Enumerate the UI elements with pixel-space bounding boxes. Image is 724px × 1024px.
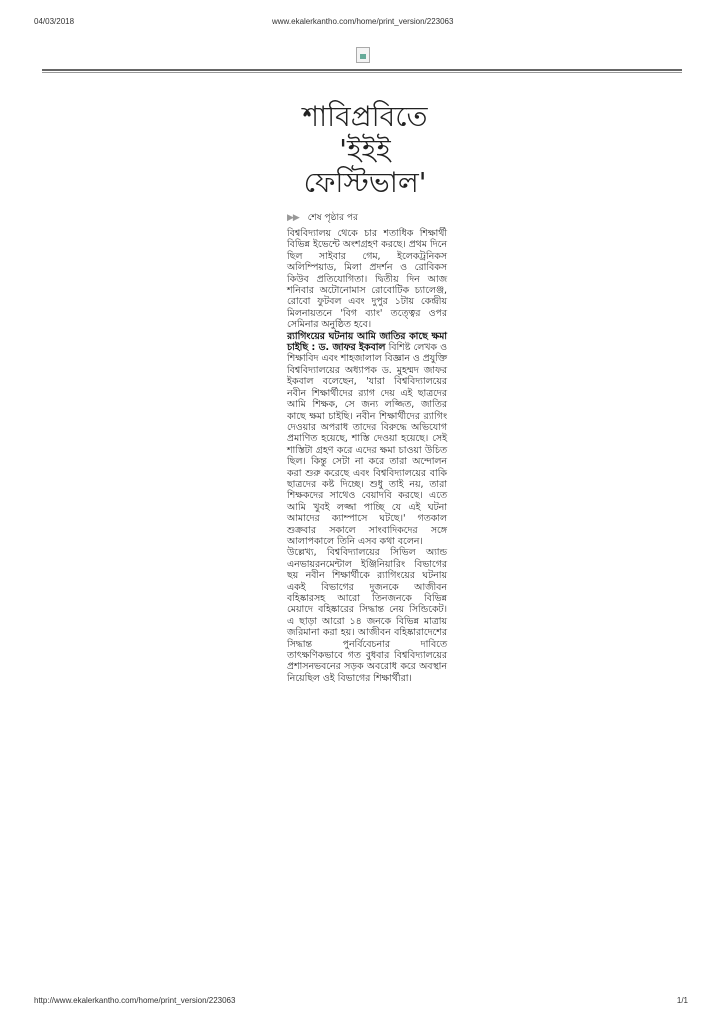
subhead: র‍্যাগিংয়ের ঘটনায় আমি জাতির কাছে ক্ষমা চাইছি : ড. জাফর ইকবাল bbox=[287, 330, 447, 354]
double-arrow-icon: ▶▶ bbox=[287, 213, 299, 223]
paragraph bbox=[287, 331, 447, 548]
continued-from bbox=[287, 210, 358, 225]
paragraph-text: বিশিষ্ট লেখক ও শিক্ষাবিদ এবং শাহজালাল বিজ্ঞান ও প্রযুক্তি বিশ্ববিদ্যালয়ের অধ্যাপক ড. মুহম্মদ জাফর ইকবাল বলেছেন, 'যারা বিশ্ববিদ্যালয়ের নবীন শিক্ষার্থীদের র‍্যাগ দেয় এই ছাত্রদের আমি শিক্ষক, সে জন্য লজ্জিত, জাতির কাছে ক্ষমা চাইছি। নবীন শিক্ষার্থীদের র‍্যাগিং দেওয়ার অপরাধ তাদের বিরুদ্ধে অভিযোগ প্রমাণিত হয়েছে, শাস্তি দেওয়া হয়েছে। সেই শাস্তিটা গ্রহণ করে এদের ক্ষমা চাওয়া উচিত ছিল। কিন্তু সেটা না করে তারা অন্দোলন করা শুরু করেছে এবং বিশ্ববিদ্যালয়ের বাকি ছাত্রদের কষ্ট দিচ্ছে। শুধু তাই নয়, তারা শিক্ষকদের সাথেও বেয়াদবি করছে। এতে আমি খুবই লজ্জা পাচ্ছি যে এই ঘটনা আমাদের ক্যাম্পাসে ঘটছে।' গতকাল শুক্রবার সকালে সাংবাদিকদের সঙ্গে আলাপকালে তিনি এসব কথা বলেন। bbox=[287, 342, 447, 547]
footer-url: http://www.ekalerkantho.com/home/print_version/223063 bbox=[34, 996, 236, 1005]
broken-image-icon bbox=[356, 47, 370, 63]
article-title bbox=[270, 100, 460, 199]
title-line: শাবিপ্রবিতে bbox=[302, 100, 428, 133]
title-line: ফেস্টিভাল' bbox=[303, 166, 427, 199]
paragraph: উল্লেখ্য, বিশ্ববিদ্যালয়ের সিভিল অ্যান্ড এনভায়রনমেন্টাল ইঞ্জিনিয়ারিং বিভাগের ছয় নবীন শিক্ষার্থীকে র‍্যাগিংয়ের ঘটনায় একই বিভাগের দুজনকে আজীবন বহিষ্কারসহ আরো তিনজনকে বিভিন্ন মেয়াদে বহিষ্কারের সিদ্ধান্ত নেয় সিন্ডিকেট। এ ছাড়া আরো ১৪ জনকে বিভিন্ন মাত্রায় জরিমানা করা হয়। আজীবন বহিষ্কারাদেশের সিদ্ধান্ত পুনর্বিবেচনার দাবিতে তাৎক্ষণিকভাবে গত বুধবার বিশ্ববিদ্যালয়ের প্রশাসনভবনের সড়ক অবরোধ করে অবস্থান নিয়েছিল ওই বিভাগের শিক্ষার্থীরা। bbox=[287, 547, 447, 684]
page-number: 1/1 bbox=[676, 996, 688, 1005]
continued-label: শেষ পৃষ্ঠার পর bbox=[307, 213, 358, 223]
divider bbox=[42, 69, 682, 73]
page-url: www.ekalerkantho.com/home/print_version/223063 bbox=[272, 17, 454, 26]
article-body bbox=[287, 228, 447, 684]
title-line: 'ইইই bbox=[339, 133, 391, 166]
print-date: 04/03/2018 bbox=[34, 17, 75, 26]
paragraph: বিশ্ববিদ্যালয় থেকে চার শতাধিক শিক্ষার্থী বিভিন্ন ইভেন্টে অংশগ্রহণ করছে। প্রথম দিনে ছিল সাইবার গেম, ইলেকট্রনিকস অলিম্পিয়াড, মিলা প্রদর্শন ও রোবিকস কিউব প্রতিযোগিতা। দ্বিতীয় দিন আজ শনিবার অটোনোমাস রোবোটিক চ্যালেঞ্জ, রোবো ফুটবল এবং দুপুর ১টায় কেন্দ্রীয় মিলনায়তনে 'বিগ ব্যাং' তত্ত্বের ওপর সেমিনার অনুষ্ঠিত হবে। bbox=[287, 228, 447, 331]
